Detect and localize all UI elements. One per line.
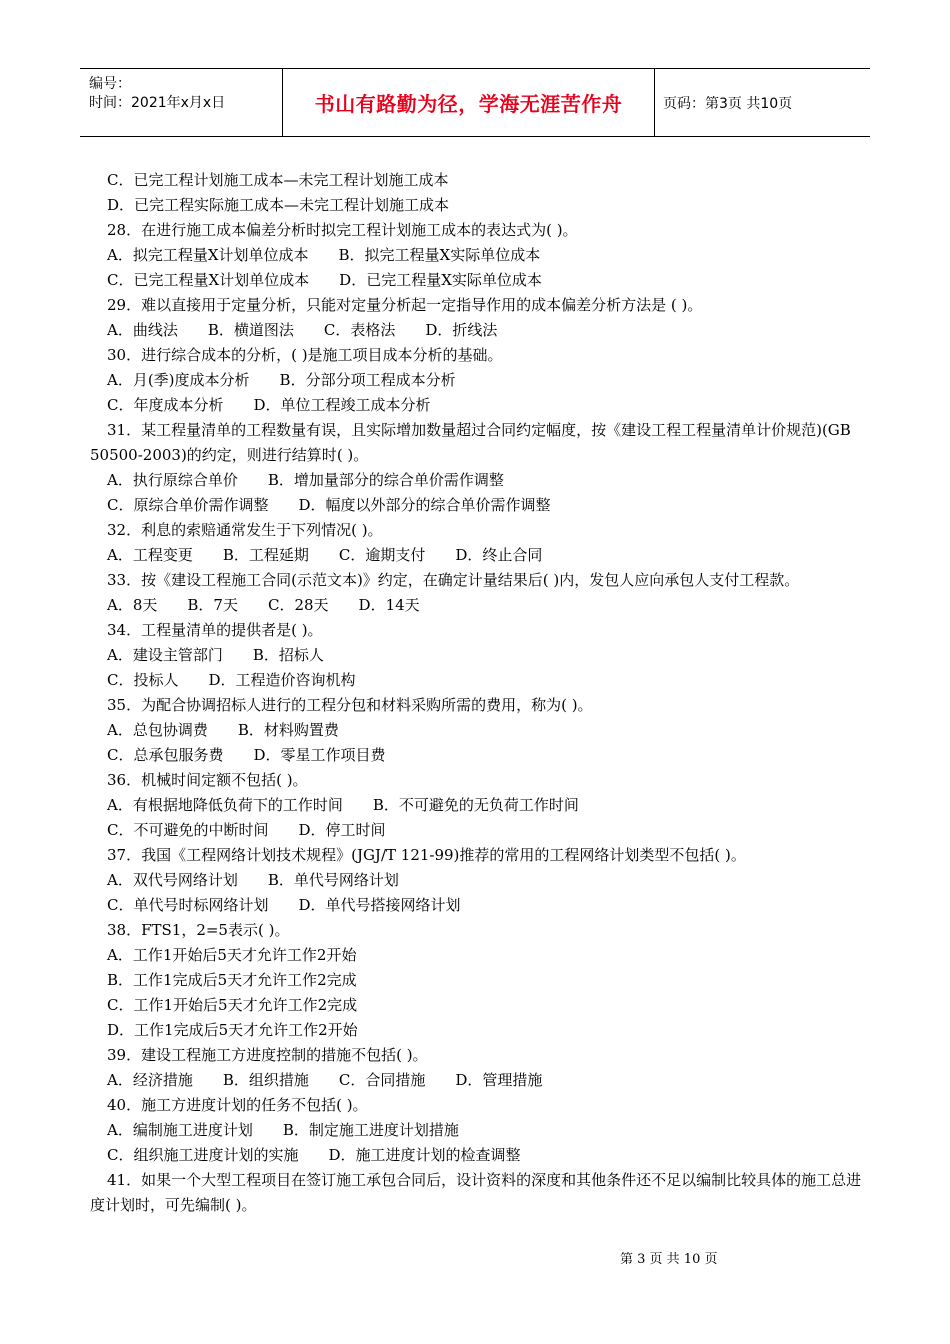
option-text: A．工作1开始后5天才允许工作2开始 bbox=[107, 946, 357, 964]
option-row bbox=[90, 1118, 862, 1143]
option-text: B．工作1完成后5天才允许工作2完成 bbox=[107, 971, 357, 989]
option-row bbox=[90, 543, 862, 568]
option-text: A．双代号网络计划 bbox=[107, 871, 238, 889]
page-footer: 第 3 页 共 10 页 bbox=[620, 1252, 718, 1267]
option-text: A．编制施工进度计划 bbox=[107, 1121, 253, 1139]
option-text: B．7天 bbox=[187, 596, 238, 614]
question-content bbox=[90, 168, 862, 1218]
header-info-cell bbox=[80, 69, 283, 136]
option-text: C．原综合单价需作调整 bbox=[107, 496, 269, 514]
option-text: C．总承包服务费 bbox=[107, 746, 224, 764]
option-text: D．工作1完成后5天才允许工作2开始 bbox=[107, 1021, 358, 1039]
question-text: 40．施工方进度计划的任务不包括( )。 bbox=[107, 1096, 368, 1114]
option-row bbox=[90, 818, 862, 843]
option-text: D．零星工作项目费 bbox=[253, 746, 386, 764]
option-text: C．逾期支付 bbox=[338, 546, 426, 564]
option-row bbox=[90, 718, 862, 743]
option-row bbox=[90, 243, 862, 268]
header-page-cell bbox=[655, 69, 878, 136]
option-text: D．已完工程量X实际单位成本 bbox=[339, 271, 542, 289]
option-text: D．工程造价咨询机构 bbox=[208, 671, 356, 689]
option-row bbox=[90, 643, 862, 668]
option-text: D．管理措施 bbox=[455, 1071, 543, 1089]
option-text: B．拟完工程量X实际单位成本 bbox=[338, 246, 541, 264]
option-text: A．执行原综合单价 bbox=[107, 471, 238, 489]
option-row bbox=[90, 1143, 862, 1168]
header-motto-cell bbox=[283, 69, 655, 136]
option-text: B．横道图法 bbox=[207, 321, 294, 339]
option-text: A．工程变更 bbox=[107, 546, 193, 564]
option-text: A．拟完工程量X计划单位成本 bbox=[107, 246, 309, 264]
option-text: A．总包协调费 bbox=[107, 721, 208, 739]
question-text: 38．FTS1，2=5表示( )。 bbox=[107, 921, 290, 939]
option-text: D．14天 bbox=[358, 596, 420, 614]
question-text: 41．如果一个大型工程项目在签订施工承包合同后，设计资料的深度和其他条件还不足以编制比较具体的施工总进度计划时，可先编制( )。 bbox=[90, 1171, 862, 1214]
option-text: C．工作1开始后5天才允许工作2完成 bbox=[107, 996, 358, 1014]
question-text: 29．难以直接用于定量分析，只能对定量分析起一定指导作用的成本偏差分析方法是 ( )。 bbox=[107, 296, 703, 314]
option-row bbox=[90, 468, 862, 493]
option-text: A．8天 bbox=[107, 596, 158, 614]
number-label: 编号： bbox=[89, 76, 131, 92]
option-text: C．单代号时标网络计划 bbox=[107, 896, 269, 914]
option-text: B．分部分项工程成本分析 bbox=[279, 371, 456, 389]
option-row bbox=[90, 793, 862, 818]
option-text: A．曲线法 bbox=[107, 321, 178, 339]
question-text: 39．建设工程施工方进度控制的措施不包括( )。 bbox=[107, 1046, 428, 1064]
option-row bbox=[90, 1068, 862, 1093]
option-text: D．幅度以外部分的综合单价需作调整 bbox=[298, 496, 551, 514]
option-text: B．不可避免的无负荷工作时间 bbox=[372, 796, 579, 814]
option-text: D．终止合同 bbox=[455, 546, 543, 564]
question-text: 30．进行综合成本的分析，( )是施工项目成本分析的基础。 bbox=[107, 346, 503, 364]
option-text: C．组织施工进度计划的实施 bbox=[107, 1146, 299, 1164]
option-text: B．工程延期 bbox=[222, 546, 309, 564]
option-row bbox=[90, 368, 862, 393]
option-text: A．经济措施 bbox=[107, 1071, 193, 1089]
option-text: A．月(季)度成本分析 bbox=[107, 371, 250, 389]
question-text: 37．我国《工程网络计划技术规程》(JGJ/T 121-99)推荐的常用的工程网络计划类型不包括( )。 bbox=[107, 846, 746, 864]
option-row bbox=[90, 393, 862, 418]
option-text: D．单位工程竣工成本分析 bbox=[253, 396, 431, 414]
option-text: D．单代号搭接网络计划 bbox=[298, 896, 461, 914]
option-text: B．增加量部分的综合单价需作调整 bbox=[267, 471, 504, 489]
question-text: 28．在进行施工成本偏差分析时拟完工程计划施工成本的表达式为( )。 bbox=[107, 221, 578, 239]
option-text: D．折线法 bbox=[425, 321, 498, 339]
option-text: C．不可避免的中断时间 bbox=[107, 821, 269, 839]
option-text: A．有根据地降低负荷下的工作时间 bbox=[107, 796, 343, 814]
option-row bbox=[90, 593, 862, 618]
option-text: B．组织措施 bbox=[222, 1071, 309, 1089]
page-header bbox=[80, 68, 870, 137]
option-text: C．投标人 bbox=[107, 671, 179, 689]
option-text: C．年度成本分析 bbox=[107, 396, 224, 414]
option-text: C．已完工程量X计划单位成本 bbox=[107, 271, 310, 289]
motto-text: 书山有路勤为径，学海无涯苦作舟 bbox=[314, 92, 623, 116]
option-text: C．合同措施 bbox=[338, 1071, 426, 1089]
question-text: 32．利息的索赔通常发生于下列情况( )。 bbox=[107, 521, 383, 539]
option-row bbox=[90, 668, 862, 693]
option-text: B．材料购置费 bbox=[237, 721, 339, 739]
option-text: C．已完工程计划施工成本—未完工程计划施工成本 bbox=[107, 171, 449, 189]
option-row bbox=[90, 268, 862, 293]
page-info: 页码：第3页 共10页 bbox=[663, 95, 793, 112]
option-text: D．已完工程实际施工成本—未完工程计划施工成本 bbox=[107, 196, 450, 214]
question-text: 33．按《建设工程施工合同(示范文本)》约定，在确定计量结果后( )内，发包人应向承包人支付工程款。 bbox=[107, 571, 800, 589]
question-text: 36．机械时间定额不包括( )。 bbox=[107, 771, 308, 789]
option-text: B．单代号网络计划 bbox=[267, 871, 399, 889]
option-text: A．建设主管部门 bbox=[107, 646, 223, 664]
question-text: 34．工程量清单的提供者是( )。 bbox=[107, 621, 323, 639]
option-row bbox=[90, 868, 862, 893]
option-text: D．施工进度计划的检查调整 bbox=[328, 1146, 521, 1164]
option-text: B．制定施工进度计划措施 bbox=[282, 1121, 459, 1139]
option-text: C．表格法 bbox=[323, 321, 396, 339]
option-row bbox=[90, 493, 862, 518]
question-text: 35．为配合协调招标人进行的工程分包和材料采购所需的费用，称为( )。 bbox=[107, 696, 593, 714]
option-text: D．停工时间 bbox=[298, 821, 386, 839]
option-text: C．28天 bbox=[267, 596, 329, 614]
option-row bbox=[90, 743, 862, 768]
option-text: B．招标人 bbox=[252, 646, 324, 664]
option-row bbox=[90, 893, 862, 918]
option-row bbox=[90, 318, 862, 343]
question-text: 31．某工程量清单的工程数量有误，且实际增加数量超过合同约定幅度，按《建设工程工程量清单计价规范)(GB 50500-2003)的约定，则进行结算时( )。 bbox=[90, 421, 851, 464]
date-label: 时间：2021年x月x日 bbox=[89, 95, 226, 111]
